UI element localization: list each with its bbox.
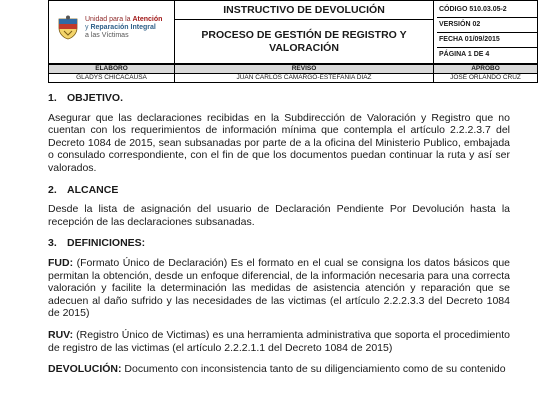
document-header <box>48 0 538 80</box>
meta-date: FECHA 01/09/2015 <box>437 33 537 48</box>
meta-code: CÓDIGO 510.03.05-2 <box>437 3 537 18</box>
process-title: PROCESO DE GESTIÓN DE REGISTRO Y VALORACIÓN <box>175 20 434 64</box>
name-reviso: JUAN CARLOS CAMARGO-ESTEFANIA DIAZ <box>175 74 434 83</box>
objetivo-paragraph: Asegurar que las declaraciones recibidas en la Subdirección de Valoración y Registro que no cuentan con los requerimientos de información mínima que contempla el artículo 2.2.2.3.7 del Decreto 1084 de 2015, sean subsanadas por parte de a la oficina del Ministerio Publico, embajada o consulado correspondiente, con el fin de que los documentos puedan continuar la ruta y así ser valorados. <box>48 111 510 174</box>
coat-of-arms-icon <box>55 15 81 41</box>
name-aprobo: JOSÉ ORLANDO CRUZ <box>434 74 538 83</box>
document-type-title: INSTRUCTIVO DE DEVOLUCIÓN <box>175 1 434 20</box>
definition-ruv: RUV: (Registro Único de Victimas) es una herramienta administrativa que soporta el procedimiento de registro de las victimas (el artículo 2.2.2.1.1 del Decreto 1084 de 2015) <box>48 328 510 354</box>
logo-wordmark: Unidad para la Atención y Reparación Integral a las Víctimas <box>85 16 163 39</box>
definition-fud: FUD: (Formato Único de Declaración) Es el formato en el cual se consigna los datos básicos que permitan la obtención, desde un enfoque diferencial, de la información necesaria para una correcta valoración y facilite la determinación las medidas de asistencia atención y reparación que se adecuen al daño sufrido y las necesidades de las victimas (el artículo 2.2.2.3.3 del Decreto 1084 de 2015) <box>48 256 510 320</box>
signature-table <box>48 64 538 83</box>
section-heading-definiciones: 3. DEFINICIONES: <box>48 237 146 250</box>
name-elaboro: GLADYS CHICACAUSA <box>49 74 175 83</box>
section-heading-objetivo: 1. OBJETIVO. <box>48 92 124 104</box>
document-body <box>48 92 510 376</box>
organization-logo <box>55 15 162 41</box>
term-devolucion: DEVOLUCIÓN: <box>48 363 122 376</box>
header-table <box>48 0 538 64</box>
term-fud: FUD: <box>48 256 74 269</box>
label-elaboro: ELABORÓ <box>49 65 175 74</box>
meta-page: PÁGINA 1 DE 4 <box>439 50 490 58</box>
document-meta <box>434 1 538 64</box>
label-reviso: REVISÓ <box>175 65 434 74</box>
logo-cell <box>49 1 175 64</box>
label-aprobo: APROBÓ <box>434 65 538 74</box>
alcance-paragraph: Desde la lista de asignación del usuario de Declaración Pendiente Por Devolución hasta la recepción de las declaraciones subsanadas. <box>48 203 510 228</box>
term-ruv: RUV: <box>48 328 74 341</box>
section-heading-alcance: 2. ALCANCE <box>48 183 119 196</box>
meta-version: VERSIÓN 02 <box>437 18 537 33</box>
definition-devolucion: DEVOLUCIÓN: Documento con inconsistencia tanto de su diligenciamiento como de su contenido <box>48 363 506 376</box>
